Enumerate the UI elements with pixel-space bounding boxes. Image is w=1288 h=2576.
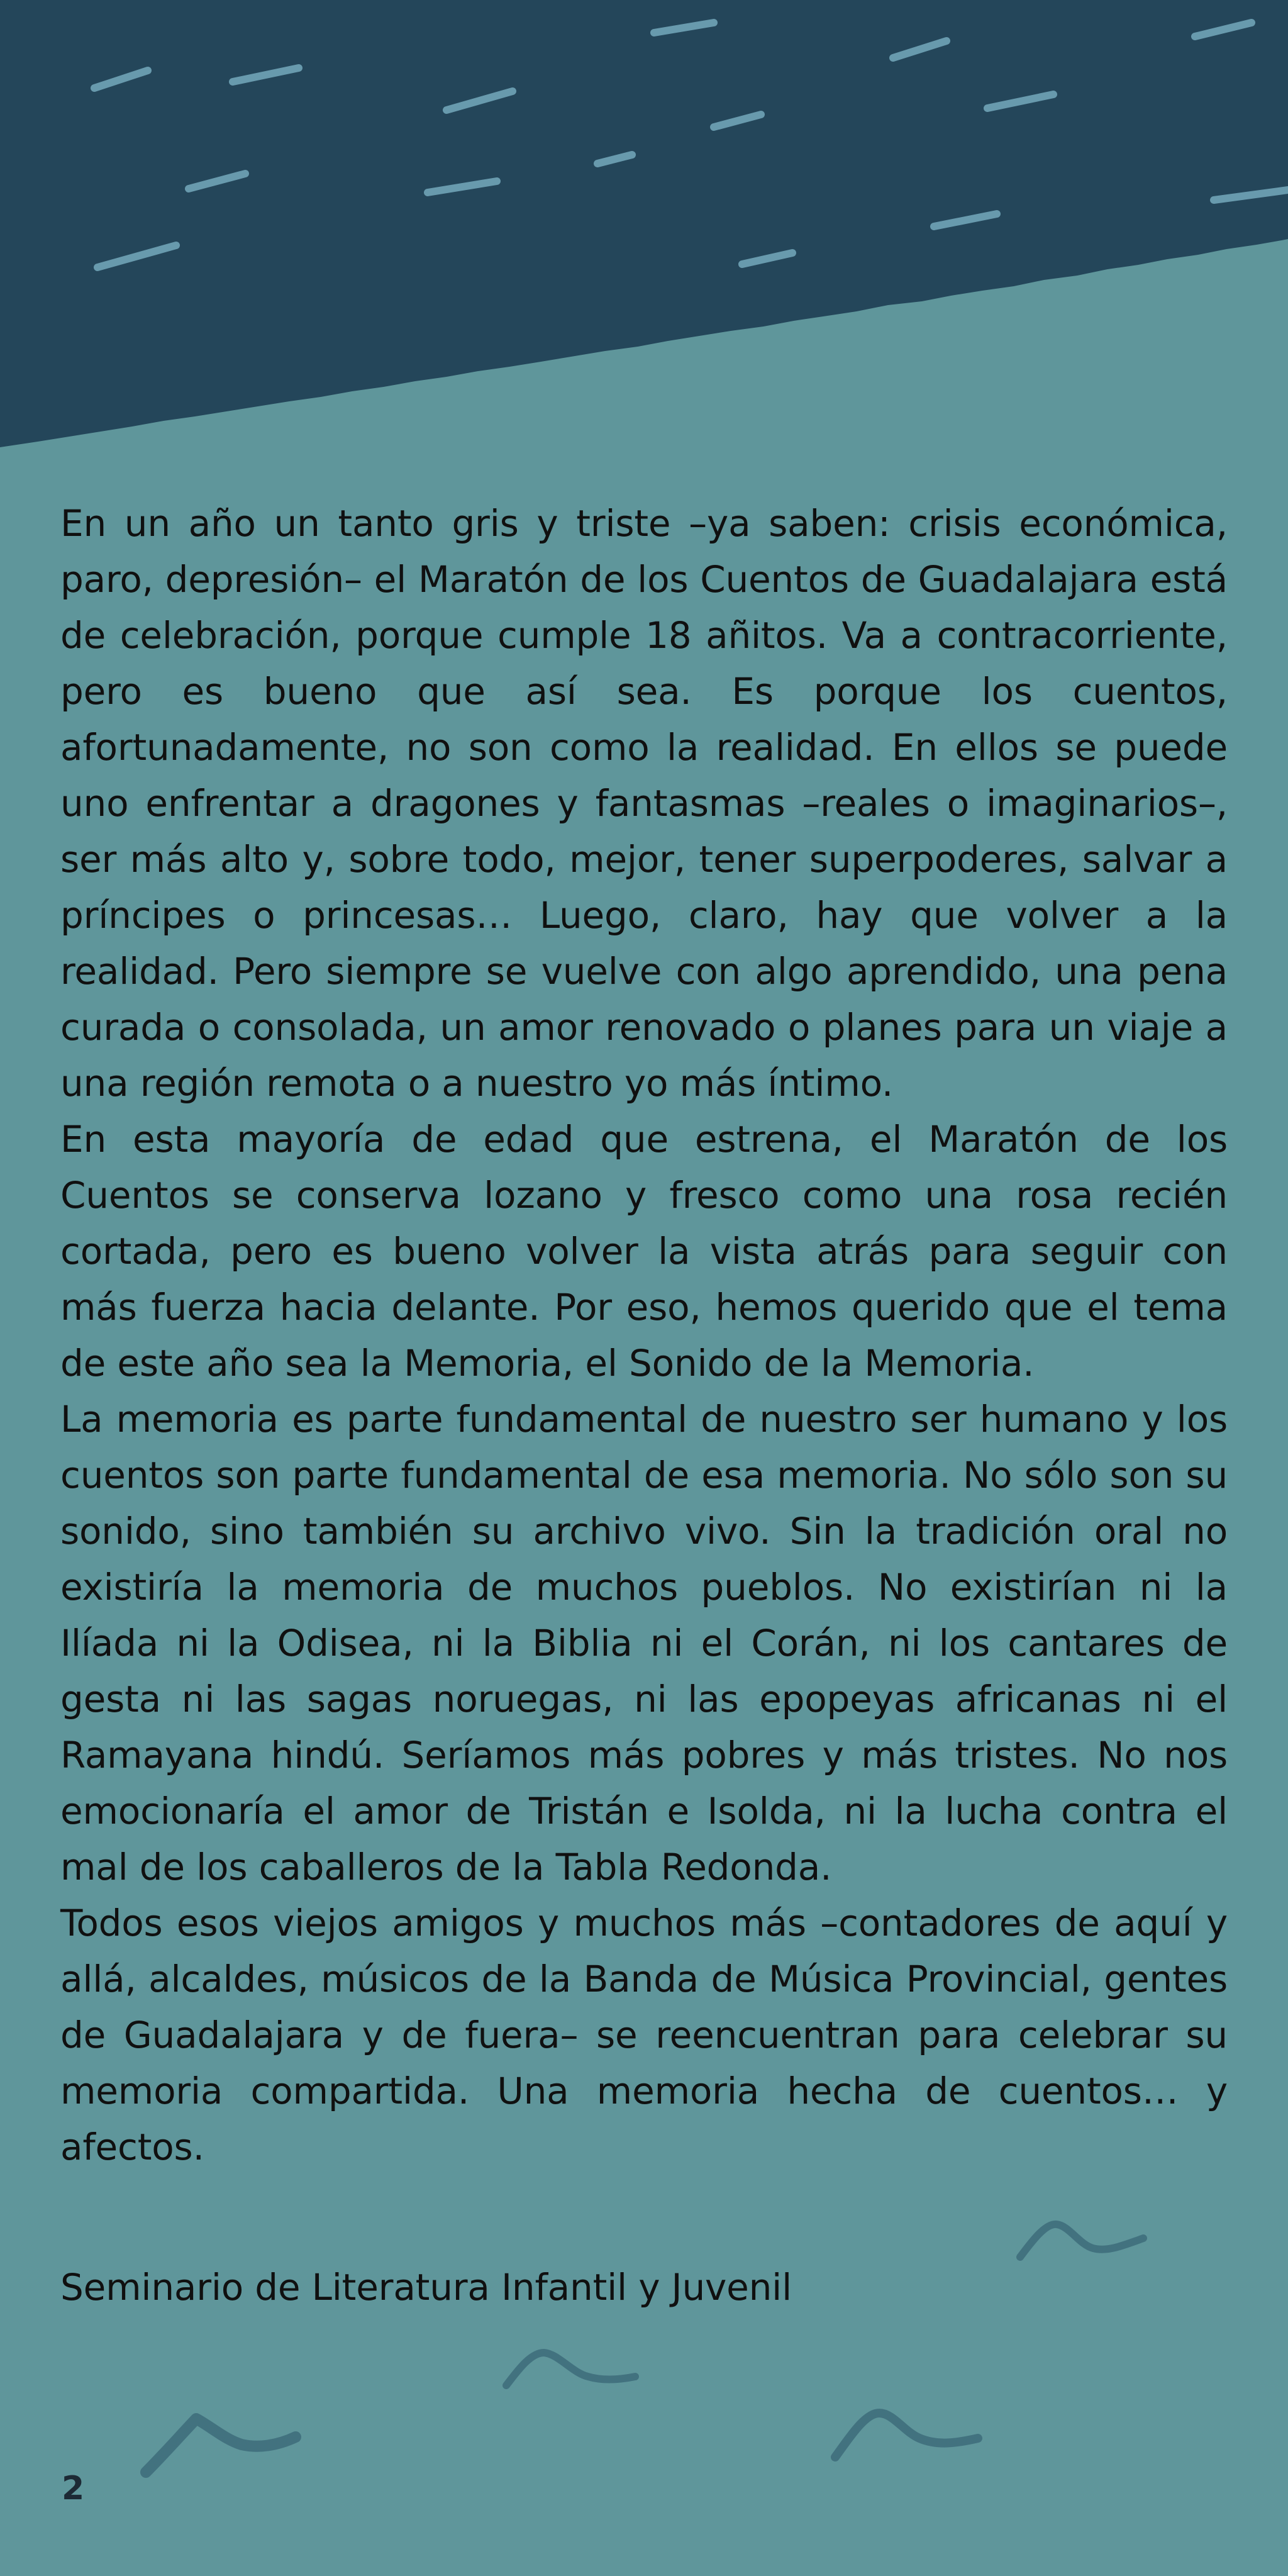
paragraph: En un año un tanto gris y triste –ya saben: crisis económica, paro, depresión– el Maratón de los Cuentos de Guadalajara está de celebración, porque cumple 18 añitos. Va a contracorriente, pero es bueno que así sea. Es porque los cuentos, afortunadamente, no son como la realidad. En ellos se puede uno enfrentar a dragones y fantasmas –reales o imaginarios–, ser más alto y, sobre todo, mejor, tener superpoderes, salvar a príncipes o princesas… Luego, claro, hay que volver a la realidad. Pero siempre se vuelve con algo aprendido, una pena curada o consolada, un amor renovado o planes para un viaje a una región remota o a nuestro yo más íntimo. xyxy=(60,502,1228,1105)
paragraph: En esta mayoría de edad que estrena, el Maratón de los Cuentos se conserva lozano y fresco como una rosa recién cortada, pero es bueno volver la vista atrás para seguir con más fuerza hacia delante. Por eso, hemos querido que el tema de este año sea la Memoria, el Sonido de la Memoria. xyxy=(60,1118,1228,1385)
page-number: 2 xyxy=(62,2470,85,2507)
paragraph: Todos esos viejos amigos y muchos más –contadores de aquí y allá, alcaldes, músicos de la Banda de Música Provincial, gentes de Guadalajara y de fuera– se reencuentran para celebrar su memoria compartida. Una memoria hecha de cuentos… y afectos. xyxy=(60,1902,1228,2168)
signature: Seminario de Literatura Infantil y Juvenil xyxy=(60,2266,792,2309)
main-text xyxy=(60,496,1228,2175)
paragraph: La memoria es parte fundamental de nuestro ser humano y los cuentos son parte fundamental de esa memoria. No sólo son su sonido, sino también su archivo vivo. Sin la tradición oral no existiría la memoria de muchos pueblos. No existirían ni la Ilíada ni la Odisea, ni la Biblia ni el Corán, ni los cantares de gesta ni las sagas noruegas, ni las epopeyas africanas ni el Ramayana hindú. Seríamos más pobres y más tristes. No nos emocionaría el amor de Tristán e Isolda, ni la lucha contra el mal de los caballeros de la Tabla Redonda. xyxy=(60,1398,1228,1888)
